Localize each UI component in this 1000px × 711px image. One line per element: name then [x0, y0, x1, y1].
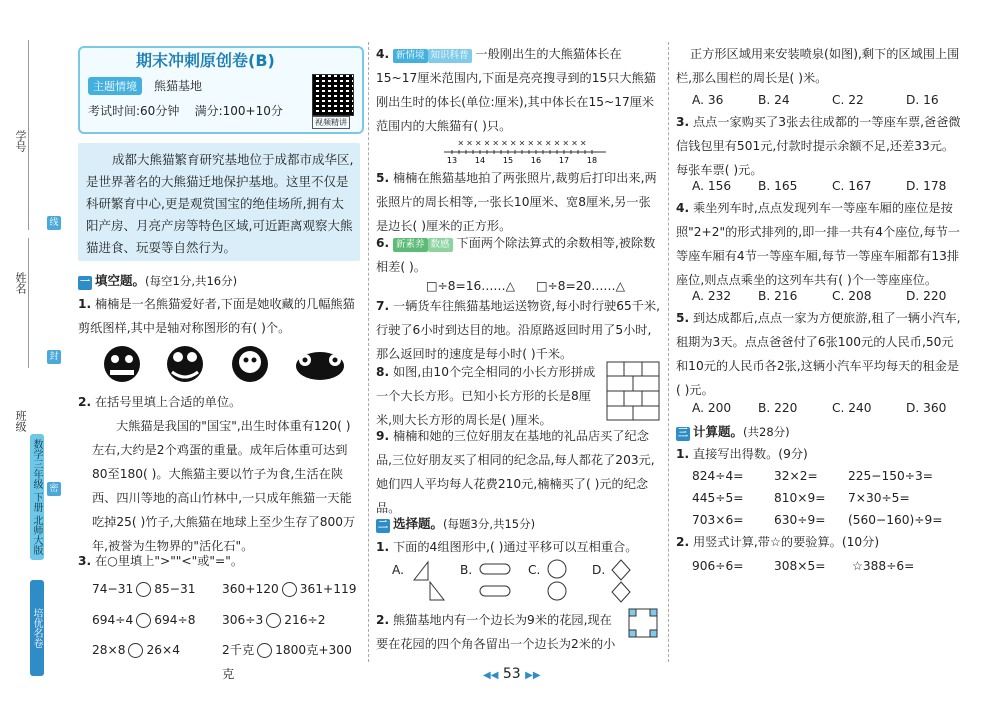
choice-4-options	[692, 284, 952, 308]
dot-plot-mark	[503, 141, 507, 145]
next-arrow-icon: ▶▶	[525, 670, 541, 681]
choice-5	[676, 306, 962, 402]
question-7	[376, 294, 660, 366]
question-6-text: 下面两个除法算式的余数相等,被除数相差( )。	[376, 236, 656, 274]
choice-5-text: 到达成都后,点点一家为方便旅游,租了一辆小汽车,租期为3天。点点爸爸付了6张100元的人民币,50元和10元的人民币各2张,这辆小汽车平均每天的租金是( )元。	[676, 311, 961, 397]
dot-plot-mark	[511, 141, 515, 145]
question-3	[78, 549, 362, 573]
section-3-header	[676, 422, 790, 441]
choice-5-number: 5.	[676, 311, 690, 325]
section-1-title: 填空题。	[95, 273, 146, 288]
option[interactable]: D. 360	[906, 401, 947, 415]
question-8	[376, 360, 606, 432]
calc-1-row-3	[692, 508, 962, 532]
class-label: 班级	[14, 410, 27, 432]
calc-item: 824÷4=	[692, 469, 744, 483]
calc-item: 308×5=	[774, 559, 826, 573]
papercut-4	[296, 352, 344, 380]
choice-3	[676, 110, 962, 182]
calc-item: 445÷5=	[692, 491, 744, 505]
section-1-header	[78, 271, 237, 290]
choice-4	[676, 196, 962, 292]
compare-row-1	[92, 577, 362, 601]
dot-plot-mark	[459, 141, 463, 145]
choice-2-options	[692, 88, 952, 112]
option[interactable]: D. 16	[906, 93, 939, 107]
question-6-number: 6.	[376, 236, 390, 250]
theme-value: 熊猫基地	[154, 79, 203, 93]
papercut-1	[104, 346, 140, 382]
dot-plot-mark	[468, 141, 472, 145]
question-4-number: 4.	[376, 47, 390, 61]
compare-left: 2千克	[222, 643, 255, 657]
student-id-label: 学号	[14, 130, 27, 152]
new-context-tag: 新情境	[393, 49, 428, 63]
question-2-number: 2.	[78, 395, 92, 409]
question-7-number: 7.	[376, 299, 390, 313]
option[interactable]: D. 178	[906, 179, 947, 193]
compare-row-3	[92, 638, 362, 681]
page-number-value: 53	[502, 666, 521, 682]
compare-left: 694÷4	[92, 613, 134, 627]
compare-right: 694÷8	[154, 613, 196, 627]
question-6	[376, 231, 660, 279]
question-8-text: 如图,由10个完全相同的小长方形拼成一个大长方形。已知小长方形的长是8厘米,则大长方形的周长是( )厘米。	[376, 365, 596, 427]
option[interactable]: B. 24	[758, 93, 790, 107]
dot-plot-tick-label: 13	[446, 156, 458, 164]
choice-4-text: 乘坐列车时,点点发现列车一等座车厢的座位是按照"2+2"的形式排列的,即一排一共有4个座位,每节一等座车厢有4节一等座车厢,每节一等座车厢都有13排座位,则点点乘坐的这列车共有( )个一等座座位。	[676, 201, 960, 287]
option-a[interactable]: A.	[392, 563, 404, 577]
qr-label: 视频精讲	[312, 116, 350, 129]
compare-right: 85−31	[154, 582, 196, 596]
calc-2-text: 用竖式计算,带☆的要验算。(10分)	[693, 535, 880, 549]
calc-1-row-2	[692, 486, 962, 510]
choice-5-options	[692, 396, 952, 420]
papercut-3	[232, 346, 268, 382]
option[interactable]: A. 200	[692, 401, 732, 415]
dot-plot-tick-label: 17	[558, 156, 570, 164]
theme-tag: 主题情境	[88, 77, 142, 95]
page-title: 期末冲刺原创卷(B)	[136, 51, 275, 70]
dot-plot-mark	[520, 141, 524, 145]
choice-1-number: 1.	[376, 540, 390, 554]
section-2-note: (每题3分,共15分)	[443, 517, 536, 531]
compare-right: 361+119	[299, 582, 357, 596]
option[interactable]: C. 167	[832, 179, 872, 193]
dot-plot-tick-label: 16	[530, 156, 542, 164]
compare-left: 74−31	[92, 582, 134, 596]
option-d[interactable]: D.	[592, 563, 606, 577]
question-4	[376, 42, 660, 138]
question-9-number: 9.	[376, 429, 390, 443]
calc-1	[676, 442, 962, 466]
option-c[interactable]: C.	[528, 563, 541, 577]
compare-circle[interactable]	[136, 613, 151, 628]
science-tag: 知识科普	[428, 49, 472, 63]
choice-2-number: 2.	[376, 613, 390, 627]
question-9-text: 楠楠和她的三位好朋友在基地的礼品店买了纪念品,三位好朋友买了相同的纪念品,每人都花了203元,她们四人平均每人花费210元,楠楠买了( )元的纪念品。	[376, 429, 655, 515]
seal-mark-secret: 密	[47, 482, 61, 496]
compare-right: 1800克+300克	[222, 643, 352, 681]
garden-diagram	[628, 608, 658, 638]
option[interactable]: D. 220	[906, 289, 947, 303]
dot-plot-mark	[546, 141, 550, 145]
compare-circle[interactable]	[257, 643, 272, 658]
compare-circle[interactable]	[266, 613, 281, 628]
option-b[interactable]: B.	[460, 563, 473, 577]
intro-text: 成都大熊猫繁育研究基地位于成都市成华区,是世界著名的大熊猫迁地保护基地。这里不仅是科研繁育中心,更是观赏国宝的绝佳场所,拥有太阳产房、月亮产房等特色区域,可近距离观察大熊猫进食、玩耍等自然行为。	[86, 152, 354, 255]
option[interactable]: C. 240	[832, 401, 872, 415]
question-1-text: 楠楠是一名熊猫爱好者,下面是她收藏的几幅熊猫剪纸图样,其中是轴对称图形的有( )个。	[78, 297, 355, 335]
choice-1-options	[392, 558, 652, 608]
dot-plot	[440, 134, 610, 164]
calc-2-number: 2.	[676, 535, 690, 549]
calc-1-text: 直接写出得数。(9分)	[693, 447, 808, 461]
seal-mark-line: 线	[47, 216, 61, 230]
question-2	[78, 390, 362, 414]
calc-item: 906÷6=	[692, 559, 744, 573]
compare-circle[interactable]	[136, 582, 151, 597]
compare-row-2	[92, 608, 362, 632]
section-1-number: 一	[80, 277, 90, 288]
choice-1-text: 下面的4组图形中,( )通过平移可以互相重合。	[393, 540, 638, 554]
qr-code-icon[interactable]	[312, 74, 354, 116]
option-b-figure	[476, 560, 516, 602]
compare-left: 360+120	[222, 582, 279, 596]
section-3-note: (共28分)	[743, 425, 790, 439]
section-3-number: 三	[678, 428, 688, 439]
question-8-number: 8.	[376, 365, 390, 379]
calc-item: 225−150÷3=	[848, 469, 933, 483]
number-sense-tag: 数感	[428, 238, 453, 252]
section-2-title: 选择题。	[393, 516, 444, 531]
dot-plot-mark	[476, 141, 480, 145]
choice-2	[376, 608, 616, 656]
option[interactable]: B. 216	[758, 289, 798, 303]
equation-2: □÷8=20……△	[536, 279, 625, 293]
calc-item: 810×9=	[774, 491, 826, 505]
calc-item: (560−160)÷9=	[848, 513, 943, 527]
choice-3-text: 点点一家购买了3张去往成都的一等座车票,爸爸微信钱包里有501元,付款时提示余额不足,还差33元。每张车票( )元。	[676, 115, 961, 177]
calc-item: 32×2=	[774, 469, 818, 483]
dot-plot-mark	[564, 141, 568, 145]
option[interactable]: B. 220	[758, 401, 798, 415]
choice-3-options	[692, 174, 952, 198]
subject-tag: 数学三年级 下册 北师大版	[30, 434, 44, 560]
exam-info	[88, 102, 283, 119]
option-d-figure	[610, 558, 632, 604]
question-3-number: 3.	[78, 554, 92, 568]
question-3-text: 在○里填上">""<"或"="。	[95, 554, 244, 568]
seal-mark-seal: 封	[47, 350, 61, 364]
page-number	[483, 666, 541, 682]
question-5-number: 5.	[376, 171, 390, 185]
column-divider-2	[668, 42, 669, 662]
name-label: 姓名	[14, 272, 27, 294]
calc-item: 630÷9=	[774, 513, 826, 527]
binding-line-2	[28, 238, 29, 368]
question-5	[376, 166, 660, 238]
question-1	[78, 292, 362, 340]
compare-right: 26×4	[146, 643, 180, 657]
binding-line-1	[28, 40, 29, 230]
choice-2-continued: 正方形区域用来安装喷泉(如图),剩下的区域围上围栏,那么围栏的周长是( )米。	[676, 47, 960, 85]
compare-left: 306÷3	[222, 613, 264, 627]
option-c-figure	[544, 558, 570, 604]
option[interactable]: A. 232	[692, 289, 732, 303]
prev-arrow-icon: ◀◀	[483, 670, 499, 681]
papercut-2	[167, 346, 203, 382]
calc-1-row-1	[692, 464, 962, 488]
question-9	[376, 424, 660, 520]
question-5-text: 楠楠在熊猫基地拍了两张照片,裁剪后打印出来,两张照片的周长相等,一张长10厘米、宽8厘米,另一张是边长( )厘米的正方形。	[376, 171, 657, 233]
choice-4-number: 4.	[676, 201, 690, 215]
question-2-text: 在括号里填上合适的单位。	[95, 395, 242, 409]
option[interactable]: A. 36	[692, 93, 724, 107]
column-divider-1	[368, 42, 369, 662]
choice-2-text: 熊猫基地内有一个边长为9米的花园,现在要在花园的四个角各留出一个边长为2米的小	[376, 613, 616, 651]
compare-circle[interactable]	[128, 643, 143, 658]
dot-plot-tick-label: 18	[586, 156, 598, 164]
calc-item: ☆388÷6=	[852, 559, 915, 573]
calc-1-number: 1.	[676, 447, 690, 461]
question-2-paragraph: 大熊猫是我国的"国宝",出生时体重有120( )左右,大约是2个鸡蛋的重量。成年后体重可达到80至180( )。大熊猫主要以竹子为食,生活在陕西、四川等地的高山竹林中,一只成年熊猫一天能吃掉25( )竹子,大熊猫在地球上至少生存了800万年,被誉为生物界的"活化石"。	[92, 419, 356, 553]
compare-circle[interactable]	[282, 582, 297, 597]
section-2-number: 二	[378, 520, 388, 531]
option[interactable]: C. 208	[832, 289, 872, 303]
question-1-number: 1.	[78, 297, 92, 311]
dot-plot-tick-label: 14	[474, 156, 486, 164]
series-tag: 培优名卷	[30, 580, 44, 676]
question-4-text: 一般刚出生的大熊猫体长在15~17厘米范围内,下面是亮亮搜寻到的15只大熊猫刚出生时的体长(单位:厘米),其中体长在15~17厘米范围内的大熊猫有( )只。	[376, 47, 656, 133]
dot-plot-mark	[485, 141, 489, 145]
calc-item: 7×30÷5=	[848, 491, 910, 505]
option[interactable]: A. 156	[692, 179, 732, 193]
option[interactable]: B. 165	[758, 179, 798, 193]
dot-plot-mark	[538, 141, 542, 145]
calc-2-row	[692, 554, 962, 578]
choice-1	[376, 535, 660, 559]
question-7-text: 一辆货车往熊猫基地运送物资,每小时行驶65千米,行驶了6小时到达目的地。沿原路返回时用了5小时,那么返回时的速度是每小时( )千米。	[376, 299, 661, 361]
section-2-header	[376, 514, 535, 533]
dot-plot-mark	[581, 141, 585, 145]
dot-plot-tick-label: 15	[502, 156, 514, 164]
section-1-note: (每空1分,共16分)	[145, 274, 238, 288]
equation-1: □÷8=16……△	[426, 279, 515, 293]
section-3-title: 计算题。	[693, 424, 744, 439]
calc-item: 703×6=	[692, 513, 744, 527]
choice-3-number: 3.	[676, 115, 690, 129]
option-a-figure	[412, 560, 446, 602]
full-score: 满分:100+10分	[194, 104, 283, 118]
dot-plot-mark	[494, 141, 498, 145]
calc-2	[676, 530, 962, 554]
rectangle-diagram	[606, 361, 660, 421]
compare-right: 216÷2	[284, 613, 326, 627]
option[interactable]: C. 22	[832, 93, 864, 107]
dot-plot-mark	[529, 141, 533, 145]
panda-papercuts	[100, 342, 350, 386]
compare-left: 28×8	[92, 643, 126, 657]
dot-plot-mark	[555, 141, 559, 145]
exam-time: 考试时间:60分钟	[88, 104, 180, 118]
new-literacy-tag: 新素养	[393, 238, 428, 252]
dot-plot-mark	[573, 141, 577, 145]
